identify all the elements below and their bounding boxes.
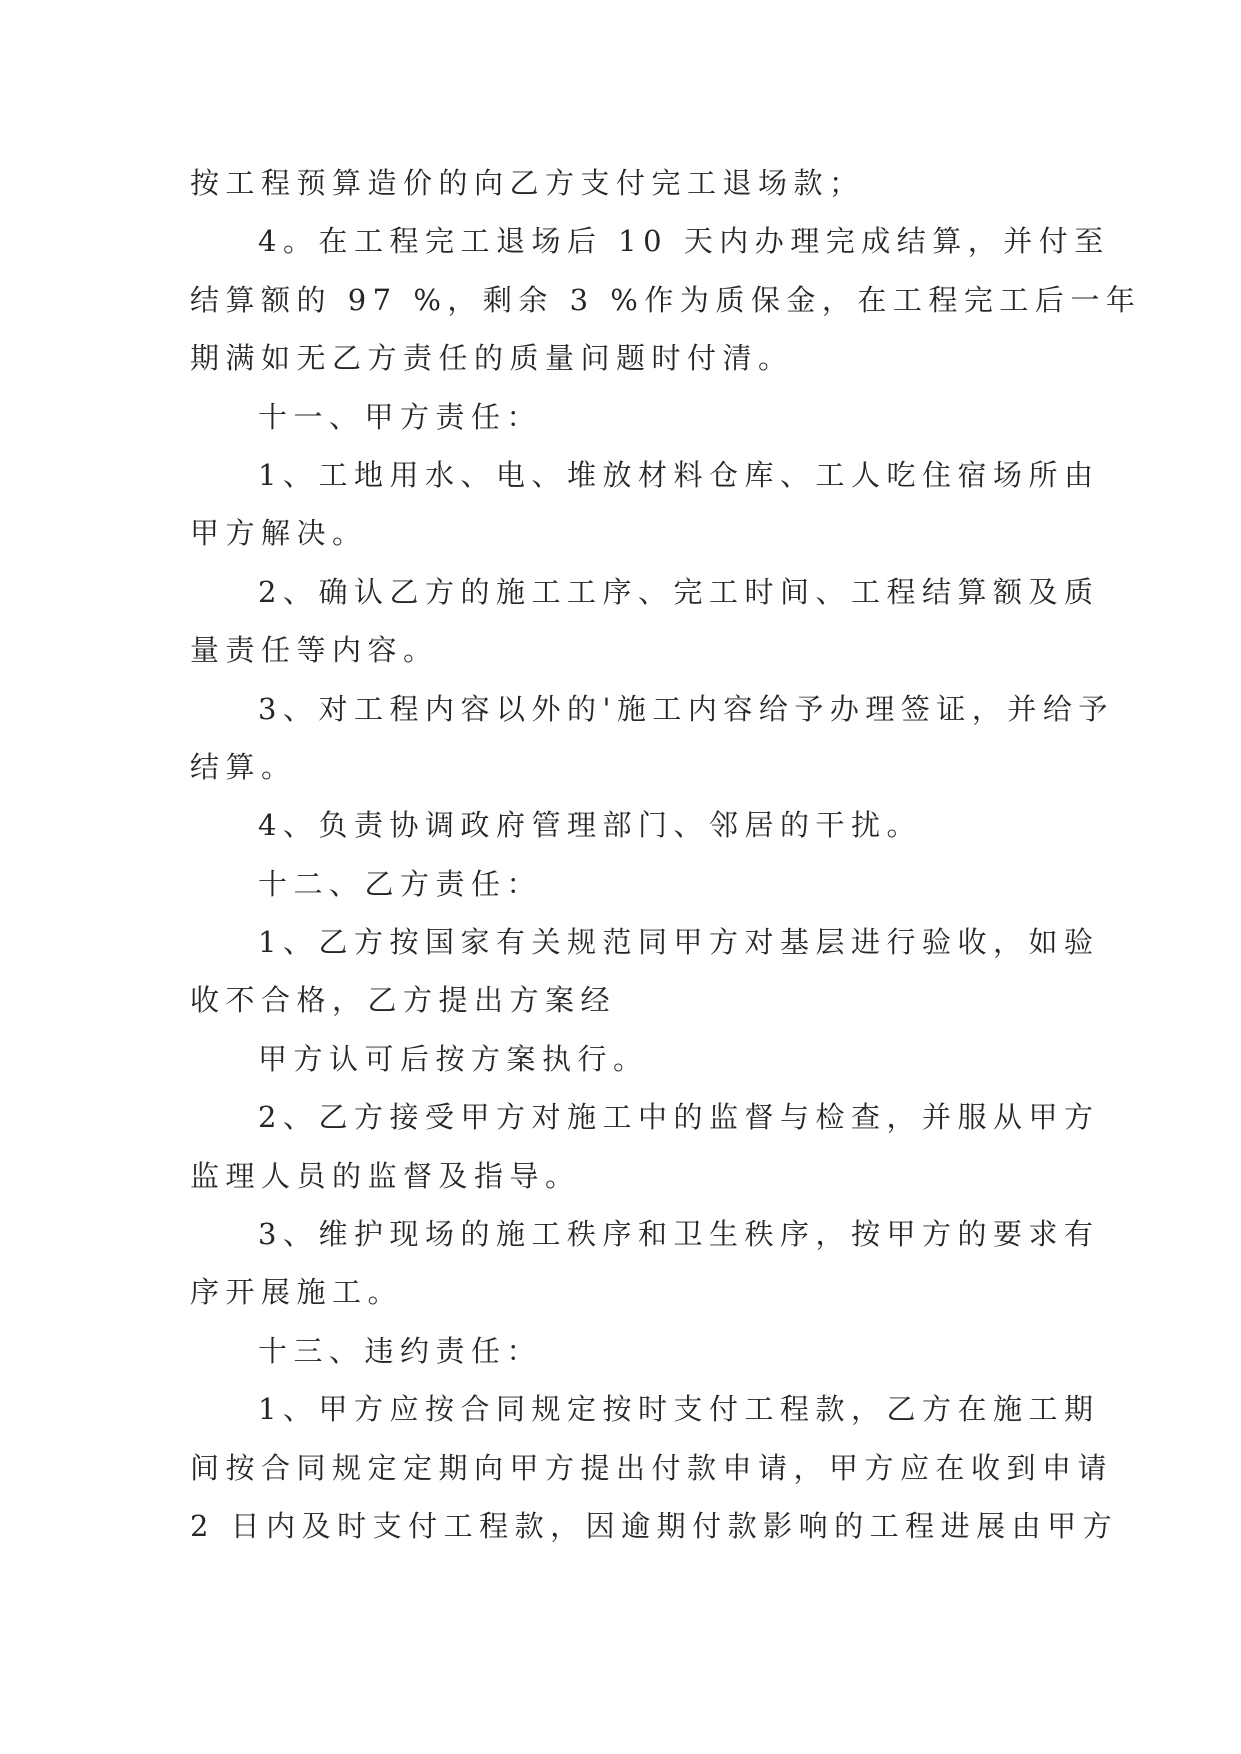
text-line: 3、维护现场的施工秩序和卫生秩序，按甲方的要求有 — [258, 1217, 1100, 1252]
text-line: 1、甲方应按合同规定按时支付工程款，乙方在施工期 — [258, 1392, 1100, 1427]
section-heading: 十二、乙方责任： — [258, 866, 543, 901]
text-line: 4、负责协调政府管理部门、邻居的干扰。 — [258, 808, 922, 843]
text-line: 3、对工程内容以外的'施工内容给予办理签证，并给予 — [258, 691, 1114, 726]
section-heading: 十三、违约责任： — [258, 1333, 543, 1368]
text-line: 量责任等内容。 — [190, 633, 439, 668]
text-line: 2、确认乙方的施工工序、完工时间、工程结算额及质 — [258, 574, 1100, 609]
text-line: 按工程预算造价的向乙方支付完工退场款； — [190, 166, 865, 200]
text-line: 4。在工程完工退场后 10 天内办理完成结算，并付至 — [258, 224, 1110, 259]
text-line: 甲方解决。 — [190, 516, 368, 551]
text-line: 2、乙方接受甲方对施工中的监督与检查，并服从甲方 — [258, 1100, 1100, 1135]
text-line: 1、工地用水、电、堆放材料仓库、工人吃住宿场所由 — [258, 457, 1100, 492]
text-line: 收不合格，乙方提出方案经 — [190, 983, 617, 1018]
text-line: 序开展施工。 — [190, 1275, 404, 1310]
text-line: 1、乙方按国家有关规范同甲方对基层进行验收，如验 — [258, 925, 1100, 960]
text-line: 结算额的 97 %，剩余 3 %作为质保金，在工程完工后一年 — [190, 282, 1142, 317]
section-heading: 十一、甲方责任： — [258, 399, 543, 434]
document-body — [190, 154, 1142, 1555]
text-line: 间按合同规定定期向甲方提出付款申请，甲方应在收到申请 — [190, 1450, 1114, 1485]
text-line: 期满如无乙方责任的质量问题时付清。 — [190, 341, 794, 376]
text-line: 甲方认可后按方案执行。 — [258, 1041, 649, 1076]
text-line: 结算。 — [190, 749, 297, 784]
text-line: 2 日内及时支付工程款，因逾期付款影响的工程进展由甲方 — [190, 1508, 1119, 1543]
text-line: 监理人员的监督及指导。 — [190, 1158, 581, 1193]
